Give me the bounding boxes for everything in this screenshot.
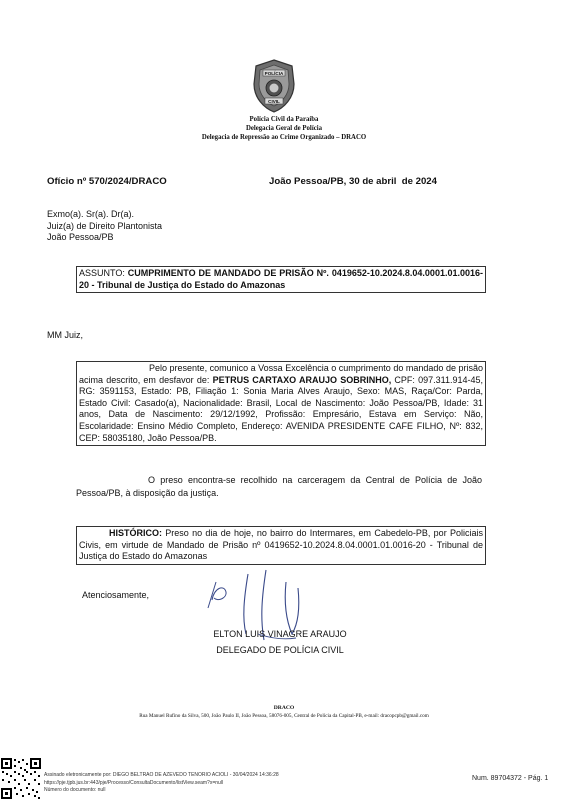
place-date: João Pessoa/PB, 30 de abril de 2024: [269, 176, 437, 187]
oficio-number: Ofício nº 570/2024/DRACO: [47, 176, 167, 187]
subject-box: [76, 266, 486, 293]
qr-code: [0, 757, 42, 800]
historico-label: HISTÓRICO:: [109, 528, 162, 538]
header-line-1: Polícia Civil da Paraíba: [249, 116, 319, 123]
pje-url[interactable]: https://pje.tjpb.jus.br:443/pje/Processo/ConsultaDocumento/listView.seam?x=null: [44, 779, 224, 786]
signer-name: ELTON LUIS VINAGRE ARAUJO: [213, 629, 347, 639]
salutation: MM Juiz,: [47, 330, 83, 340]
detainee-name: PETRUS CARTAXO ARAUJO SOBRINHO,: [212, 374, 392, 385]
para1-rest: CPF: 097.311.914-45, RG: 3591153, Estado: PB, Filiação 1: Sonia Maria Alves Araujo, Sexo: MAS, Raça/Cor: Parda, Estado Civil: Casado(a), Nacionalidade: Brasil, Local de Nascimento: João Pessoa/PB, Idade: 31 anos, Data de Nascimento: 29/12/1992, Profissão: Empresário, Estava em Serviço: Não, Escolaridade: Ensino Médio Completo, Endereço: AVENIDA PRESIDENTE CAFE FILHO, Nº: 832, CEP: 58035180, João Pessoa/PB.: [79, 374, 483, 443]
page-reference: Num. 89704372 - Pág. 1: [472, 775, 549, 782]
closing: Atenciosamente,: [82, 590, 150, 600]
custody-paragraph: O preso encontra-se recolhido na carceragem da Central de Polícia de João Pessoa/PB, à disposição da justiça.: [76, 475, 482, 498]
recipient-line-2: Juiz(a) de Direito Plantonista: [47, 220, 163, 231]
historico-box: [76, 526, 486, 565]
signer-block: [180, 626, 380, 658]
badge-bottom-text: CIVIL: [268, 98, 280, 104]
recipient-line-1: Exmo(a). Sr(a). Dr(a).: [47, 209, 135, 219]
footer-org: DRACO: [273, 705, 295, 711]
pje-signature-info: [44, 772, 279, 795]
header-line-3: Delegacia de Repressão ao Crime Organizado – DRACO: [201, 134, 367, 141]
recipient-line-3: João Pessoa/PB: [47, 232, 114, 242]
historico-text: Preso no dia de hoje, no bairro do Intermares, em Cabedelo-PB, por Policiais Civis, em virtude de Mandado de Prisão nº 0419652-10.2024.8.04.0001.01.0016-20 - Tribunal de Justiça do Estado do Amazonas: [79, 528, 483, 562]
subject-text: CUMPRIMENTO DE MANDADO DE PRISÃO Nº. 0419652-10.2024.8.04.0001.01.0016-20 - Tribunal de Justiça do Estado do Amazonas: [79, 268, 483, 290]
pje-signed-by: Assinado eletronicamente por: DIEGO BELTRAO DE AZEVEDO TENORIO ACIOLI - 30/04/2024 14:36:28: [44, 772, 279, 778]
para1-lead: Pelo presente, comunico a Vossa Excelência o cumprimento do mandado de prisão acima descrito, em desfavor de:: [79, 363, 483, 385]
signer-title: DELEGADO DE POLÍCIA CIVIL: [216, 645, 344, 655]
arrest-details-paragraph: [76, 361, 486, 446]
subject-label: ASSUNTO:: [79, 268, 125, 278]
recipient-block: [47, 209, 162, 244]
letterhead: [0, 115, 568, 142]
police-badge-logo: [250, 58, 298, 114]
pje-doc-number: Número do documento: null: [44, 787, 106, 793]
footer-address: Rua Manuel Rufino da Silva, 500, João Paulo II, João Pessoa, 58076-005, Central de Polícia da Capital-PB, e-mail: dracopcpb@gmail.com: [139, 713, 429, 719]
header-line-2: Delegacia Geral de Polícia: [245, 125, 323, 132]
badge-top-text: POLÍCIA: [264, 70, 284, 76]
